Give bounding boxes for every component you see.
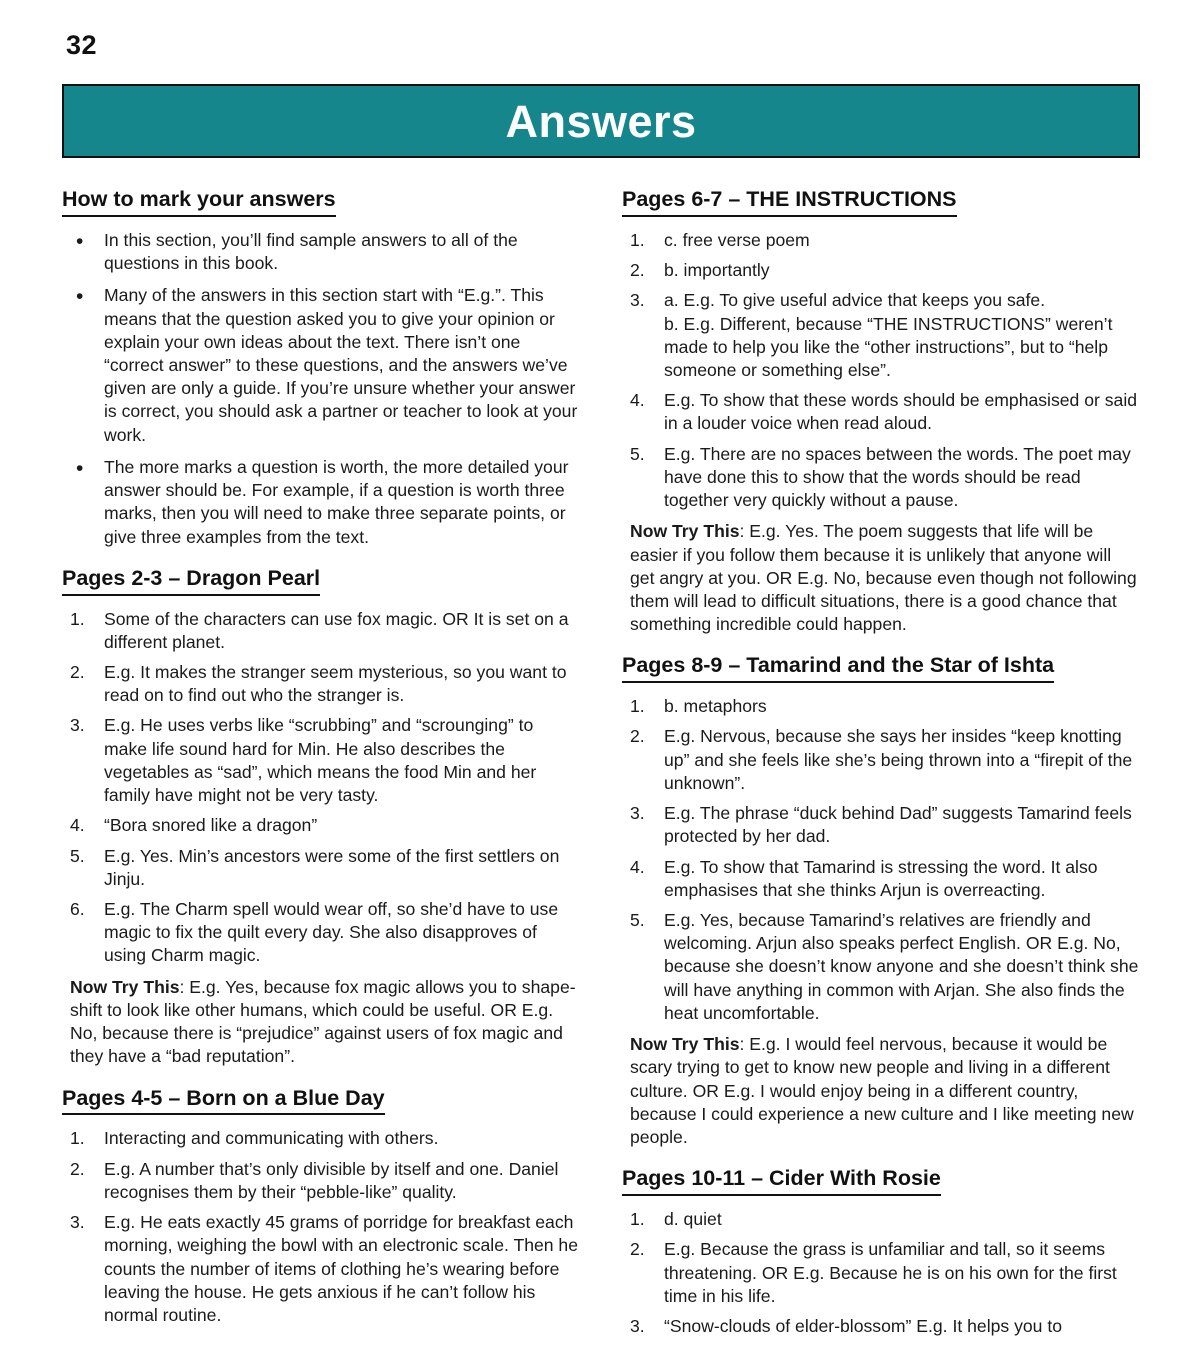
- item-number: 3.: [630, 290, 645, 311]
- item-number: 1.: [70, 608, 85, 629]
- list-item: [622, 802, 1140, 848]
- item-number: 2.: [630, 726, 645, 747]
- list-item: [622, 1315, 1140, 1338]
- item-number: 5.: [70, 845, 85, 866]
- item-number: 3.: [630, 1315, 645, 1336]
- answer-list-pages-4-5: [62, 1127, 580, 1327]
- content-columns: [62, 186, 1140, 1358]
- answer-list-pages-10-11: [622, 1208, 1140, 1338]
- page-title: Answers: [505, 95, 697, 147]
- list-item: [62, 845, 580, 891]
- list-item: • In this section, you’ll find sample answers to all of the questions in this book.: [62, 229, 580, 275]
- section-heading-pages-8-9: Pages 8-9 – Tamarind and the Star of Ishta: [622, 652, 1054, 683]
- item-subtext: b. E.g. Different, because “THE INSTRUCTIONS” weren’t made to help you like the “other instructions”, but to “help someone or something else”.: [664, 313, 1113, 380]
- now-try-this-label: Now Try This: [630, 1034, 740, 1055]
- list-item: • The more marks a question is worth, the more detailed your answer should be. For example, if a question is worth three marks, then you will need to make three separate points, or give three examples from the text.: [62, 456, 580, 549]
- now-try-this-label: Now Try This: [70, 976, 180, 997]
- section-heading-pages-2-3: Pages 2-3 – Dragon Pearl: [62, 565, 320, 596]
- item-number: 6.: [70, 899, 85, 919]
- now-try-this-text: : E.g. Yes. The poem suggests that life will be easier if you follow them because it is unlikely that anyone will get angry at you. OR E.g. No, because even though not following them will lead to difficult situations, there is a good chance that something incredible could happen.: [630, 521, 1137, 635]
- item-text: a. E.g. To give useful advice that keeps you safe.: [664, 290, 1046, 311]
- list-item: [62, 1127, 580, 1150]
- item-text: E.g. The phrase “duck behind Dad” suggests Tamarind feels protected by her dad.: [664, 803, 1132, 847]
- item-number: 1.: [630, 229, 645, 250]
- item-number: 2.: [630, 1239, 645, 1260]
- item-text: E.g. The Charm spell would wear off, so she’d have to use magic to fix the quilt every day. She also disapproves of using Charm magic.: [104, 899, 559, 966]
- item-text: E.g. Because the grass is unfamiliar and tall, so it seems threatening. OR E.g. Because he is on his own for the first time in his life.: [664, 1239, 1117, 1306]
- item-text: E.g. Nervous, because she says her insides “keep knotting up” and she feels like she’s being thrown into a “firepit of the unknown”.: [664, 726, 1133, 793]
- item-number: 4.: [630, 856, 645, 877]
- right-column: [622, 186, 1140, 1358]
- now-try-this-pages-6-7: [622, 520, 1140, 636]
- item-number: 5.: [630, 443, 645, 464]
- page-number: 32: [66, 30, 98, 60]
- now-try-this-text: : E.g. I would feel nervous, because it would be scary trying to get to know new people and living in a different culture. OR E.g. I would enjoy being in a different country, because I could experience a new culture and I like meeting new people.: [630, 1034, 1134, 1147]
- item-number: 3.: [630, 803, 645, 824]
- item-text: “Snow-clouds of elder-blossom” E.g. It helps you to: [664, 1315, 1062, 1336]
- section-heading-pages-4-5: Pages 4-5 – Born on a Blue Day: [62, 1085, 385, 1116]
- list-item: • Many of the answers in this section start with “E.g.”. This means that the question asked you to give your opinion or explain your own ideas about the text. There isn’t one “correct answer” to these questions, and the answers we’ve given are only a guide. If you’re unsure whether your answer is correct, you should ask a partner or teacher to look at your work.: [62, 284, 580, 447]
- answer-list-pages-6-7: [622, 229, 1140, 512]
- section-heading-wrap-dragon-pearl: [62, 565, 580, 604]
- item-text: E.g. Yes. Min’s ancestors were some of the first settlers on Jinju.: [104, 845, 560, 889]
- item-text: E.g. To show that these words should be emphasised or said in a louder voice when read aloud.: [664, 390, 1138, 434]
- item-text: E.g. A number that’s only divisible by itself and one. Daniel recognises them by their “pebble-like” quality.: [104, 1158, 559, 1202]
- list-item: [622, 1208, 1140, 1231]
- item-text: E.g. He eats exactly 45 grams of porridge for breakfast each morning, weighing the bowl with an electronic scale. Then he counts the number of items of clothing he’s wearing before leaving the house. He gets anxious if he can’t follow his normal routine.: [104, 1212, 579, 1325]
- list-item: [622, 289, 1140, 382]
- list-item: [62, 714, 580, 807]
- answer-list-pages-8-9: [622, 695, 1140, 1025]
- list-item: [622, 259, 1140, 282]
- section-heading-pages-6-7: Pages 6-7 – THE INSTRUCTIONS: [622, 186, 957, 217]
- section-heading-pages-10-11: Pages 10-11 – Cider With Rosie: [622, 1165, 941, 1196]
- item-number: 2.: [630, 260, 645, 281]
- item-text: “Bora snored like a dragon”: [104, 815, 318, 836]
- list-item: [62, 1158, 580, 1204]
- item-text: d. quiet: [664, 1209, 722, 1230]
- section-heading-wrap-tamarind: [622, 652, 1140, 691]
- now-try-this-pages-8-9: [622, 1033, 1140, 1149]
- item-text: Some of the characters can use fox magic. OR It is set on a different planet.: [104, 608, 569, 652]
- item-number: 3.: [70, 715, 85, 736]
- item-text: E.g. To show that Tamarind is stressing the word. It also emphasises that she thinks Arjun is overreacting.: [664, 856, 1098, 900]
- item-number: 4.: [70, 815, 85, 836]
- now-try-this-pages-2-3: [62, 976, 580, 1069]
- section-heading-wrap-cider: [622, 1165, 1140, 1204]
- intro-bullet-list: [62, 229, 580, 549]
- list-item: [622, 1238, 1140, 1308]
- item-number: 1.: [630, 1209, 645, 1230]
- item-number: 2.: [70, 662, 85, 683]
- item-text: Interacting and communicating with others.: [104, 1128, 439, 1149]
- item-text: b. metaphors: [664, 696, 767, 717]
- list-item: [622, 443, 1140, 513]
- list-item: [62, 661, 580, 707]
- item-text: c. free verse poem: [664, 229, 810, 250]
- item-number: 4.: [630, 390, 645, 411]
- section-heading-wrap-instructions: [622, 186, 1140, 225]
- now-try-this-label: Now Try This: [630, 521, 740, 542]
- item-text: E.g. Yes, because Tamarind’s relatives are friendly and welcoming. Arjun also speaks perfect English. OR E.g. No, because she doesn’t know anyone and she doesn’t think she will have anything in common with Arjan. She also finds the heat uncomfortable.: [664, 910, 1139, 1023]
- item-number: 3.: [70, 1212, 85, 1233]
- list-item: [62, 898, 580, 968]
- list-item: [62, 1211, 580, 1327]
- list-item: [622, 229, 1140, 252]
- section-heading-wrap-blue-day: [62, 1085, 580, 1124]
- now-try-this-text: : E.g. Yes, because fox magic allows you to shape-shift to look like other humans, which could be useful. OR E.g. No, because there is “prejudice” against users of fox magic and they have a “bad reputation”.: [70, 976, 576, 1067]
- answer-list-pages-2-3: [62, 608, 580, 968]
- list-item: [62, 814, 580, 837]
- item-text: b. importantly: [664, 260, 770, 281]
- item-text: E.g. He uses verbs like “scrubbing” and “scrounging” to make life sound hard for Min. He also describes the vegetables as “sad”, which means the food Min and her family have might not be very tasty.: [104, 715, 537, 806]
- item-text: E.g. There are no spaces between the words. The poet may have done this to show that the words should be read together very quickly without a pause.: [664, 443, 1131, 511]
- intro-heading-wrap: [62, 186, 580, 225]
- item-number: 1.: [70, 1128, 85, 1149]
- item-number: 5.: [630, 910, 645, 930]
- list-item: [622, 695, 1140, 718]
- list-item: [62, 608, 580, 654]
- page-banner: [62, 84, 1140, 158]
- left-column: [62, 186, 580, 1358]
- item-number: 1.: [630, 696, 645, 717]
- list-item: [622, 909, 1140, 1025]
- item-number: 2.: [70, 1158, 85, 1179]
- list-item: [622, 389, 1140, 435]
- item-text: E.g. It makes the stranger seem mysterious, so you want to read on to find out who the stranger is.: [104, 662, 567, 706]
- list-item: [622, 856, 1140, 902]
- list-item: [622, 725, 1140, 795]
- section-heading-how-to-mark: How to mark your answers: [62, 186, 336, 217]
